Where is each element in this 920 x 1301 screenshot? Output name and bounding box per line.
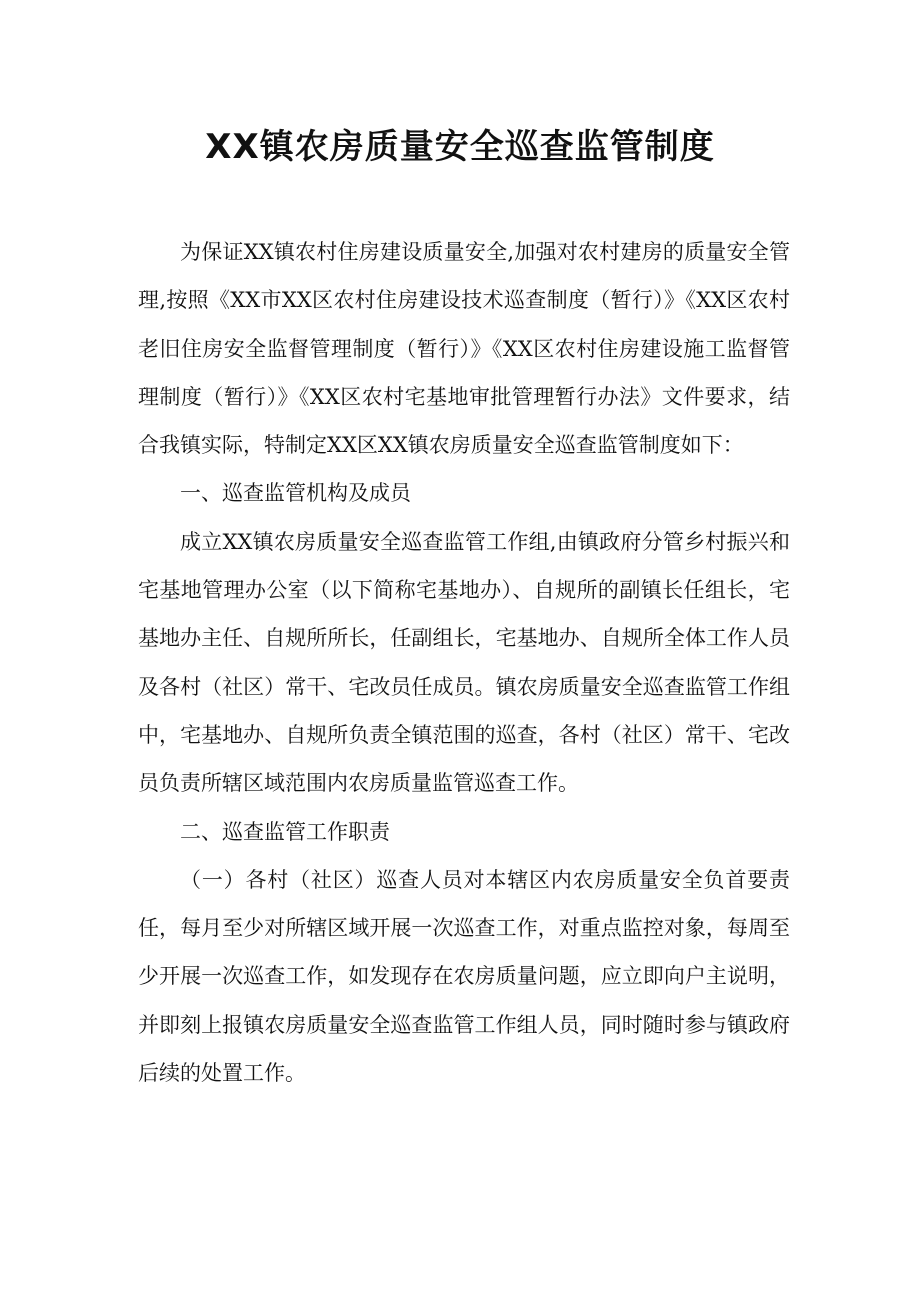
section-heading-1: 一、巡查监管机构及成员: [180, 481, 411, 506]
document-body: [138, 228, 790, 1097]
section-1-paragraph: 成立XX镇农房质量安全巡查监管工作组,由镇政府分管乡村振兴和宅基地管理办公室（以下简称宅基地办）、自规所的副镇长任组长，宅基地办主任、自规所所长，任副组长，宅基地办、自规所全体工作人员及各村（社区）常干、宅改员任成员。镇农房质量安全巡查监管工作组中，宅基地办、自规所负责全镇范围的巡查，各村（社区）常干、宅改员负责所辖区域范围内农房质量监管巡查工作。: [138, 529, 790, 796]
section-heading-2: 二、巡查监管工作职责: [180, 819, 390, 844]
intro-paragraph: 为保证XX镇农村住房建设质量安全,加强对农村建房的质量安全管理,按照《XX市XX区农村住房建设技术巡查制度（暂行）》《XX区农村老旧住房安全监督管理制度（暂行）》《XX区农村住房建设施工监督管理制度（暂行）》《XX区农村宅基地审批管理暂行办法》文件要求，结合我镇实际，特制定XX区XX镇农房质量安全巡查监管制度如下：: [138, 240, 790, 458]
section-2-item-1-paragraph: （一）各村（社区）巡查人员对本辖区内农房质量安全负首要责任，每月至少对所辖区域开展一次巡查工作，对重点监控对象，每周至少开展一次巡查工作，如发现存在农房质量问题，应立即向户主说明，并即刻上报镇农房质量安全巡查监管工作组人员，同时随时参与镇政府后续的处置工作。: [138, 867, 790, 1086]
document-title: XX镇农房质量安全巡查监管制度: [205, 127, 715, 167]
